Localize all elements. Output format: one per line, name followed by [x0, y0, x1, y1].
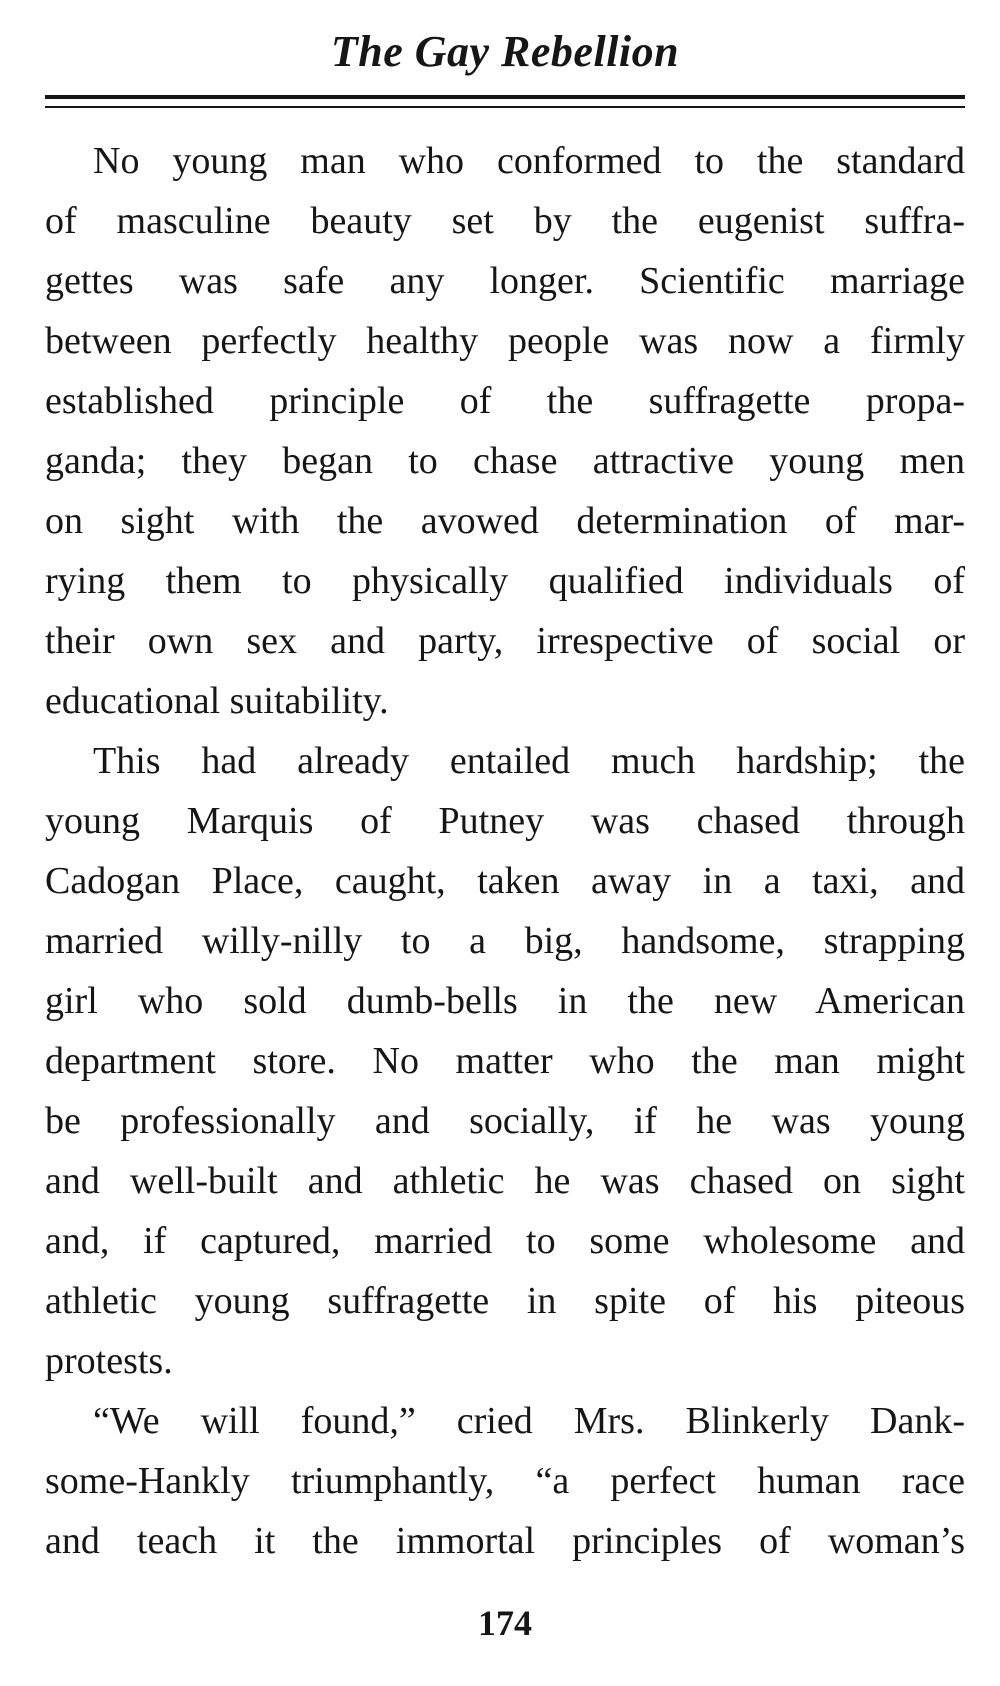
text-line: between perfectly healthy people was now a firmly — [45, 320, 965, 362]
text-line: This had already entailed much hardship; the — [93, 740, 965, 782]
text-line: be professionally and socially, if he was young — [45, 1100, 965, 1142]
running-head: The Gay Rebellion — [330, 27, 680, 76]
text-line: Cadogan Place, caught, taken away in a taxi, and — [45, 860, 965, 902]
text-line: “We will found,” cried Mrs. Blinkerly Dank- — [93, 1400, 965, 1442]
text-line: and teach it the immortal principles of woman’s — [45, 1520, 965, 1562]
text-line: athletic young suffragette in spite of his piteous — [45, 1280, 965, 1322]
paragraph — [45, 1391, 965, 1571]
header-rule-thick — [45, 95, 965, 99]
text-line: educational suitability. — [45, 680, 389, 722]
text-line: gettes was safe any longer. Scientific marriage — [45, 260, 965, 302]
text-line: protests. — [45, 1340, 173, 1382]
text-line: and, if captured, married to some wholesome and — [45, 1220, 965, 1262]
text-line: some-Hankly triumphantly, “a perfect human race — [45, 1460, 965, 1502]
paragraph — [45, 731, 965, 1391]
text-line: ganda; they began to chase attractive young men — [45, 440, 965, 482]
text-line: No young man who conformed to the standard — [93, 140, 965, 182]
text-line: married willy-nilly to a big, handsome, strapping — [45, 920, 965, 962]
text-line: department store. No matter who the man might — [45, 1040, 965, 1082]
text-line: on sight with the avowed determination of mar- — [45, 500, 965, 542]
header-rule-thin — [45, 106, 965, 108]
text-line: rying them to physically qualified individuals of — [45, 560, 965, 602]
page-number: 174 — [478, 1603, 532, 1643]
text-line: girl who sold dumb-bells in the new American — [45, 980, 965, 1022]
text-line: their own sex and party, irrespective of social or — [45, 620, 965, 662]
text-line: of masculine beauty set by the eugenist suffra- — [45, 200, 965, 242]
text-line: young Marquis of Putney was chased through — [45, 800, 965, 842]
text-line: established principle of the suffragette propa- — [45, 380, 965, 422]
body-text — [45, 131, 965, 1571]
text-line: and well-built and athletic he was chased on sight — [45, 1160, 965, 1202]
paragraph — [45, 131, 965, 731]
